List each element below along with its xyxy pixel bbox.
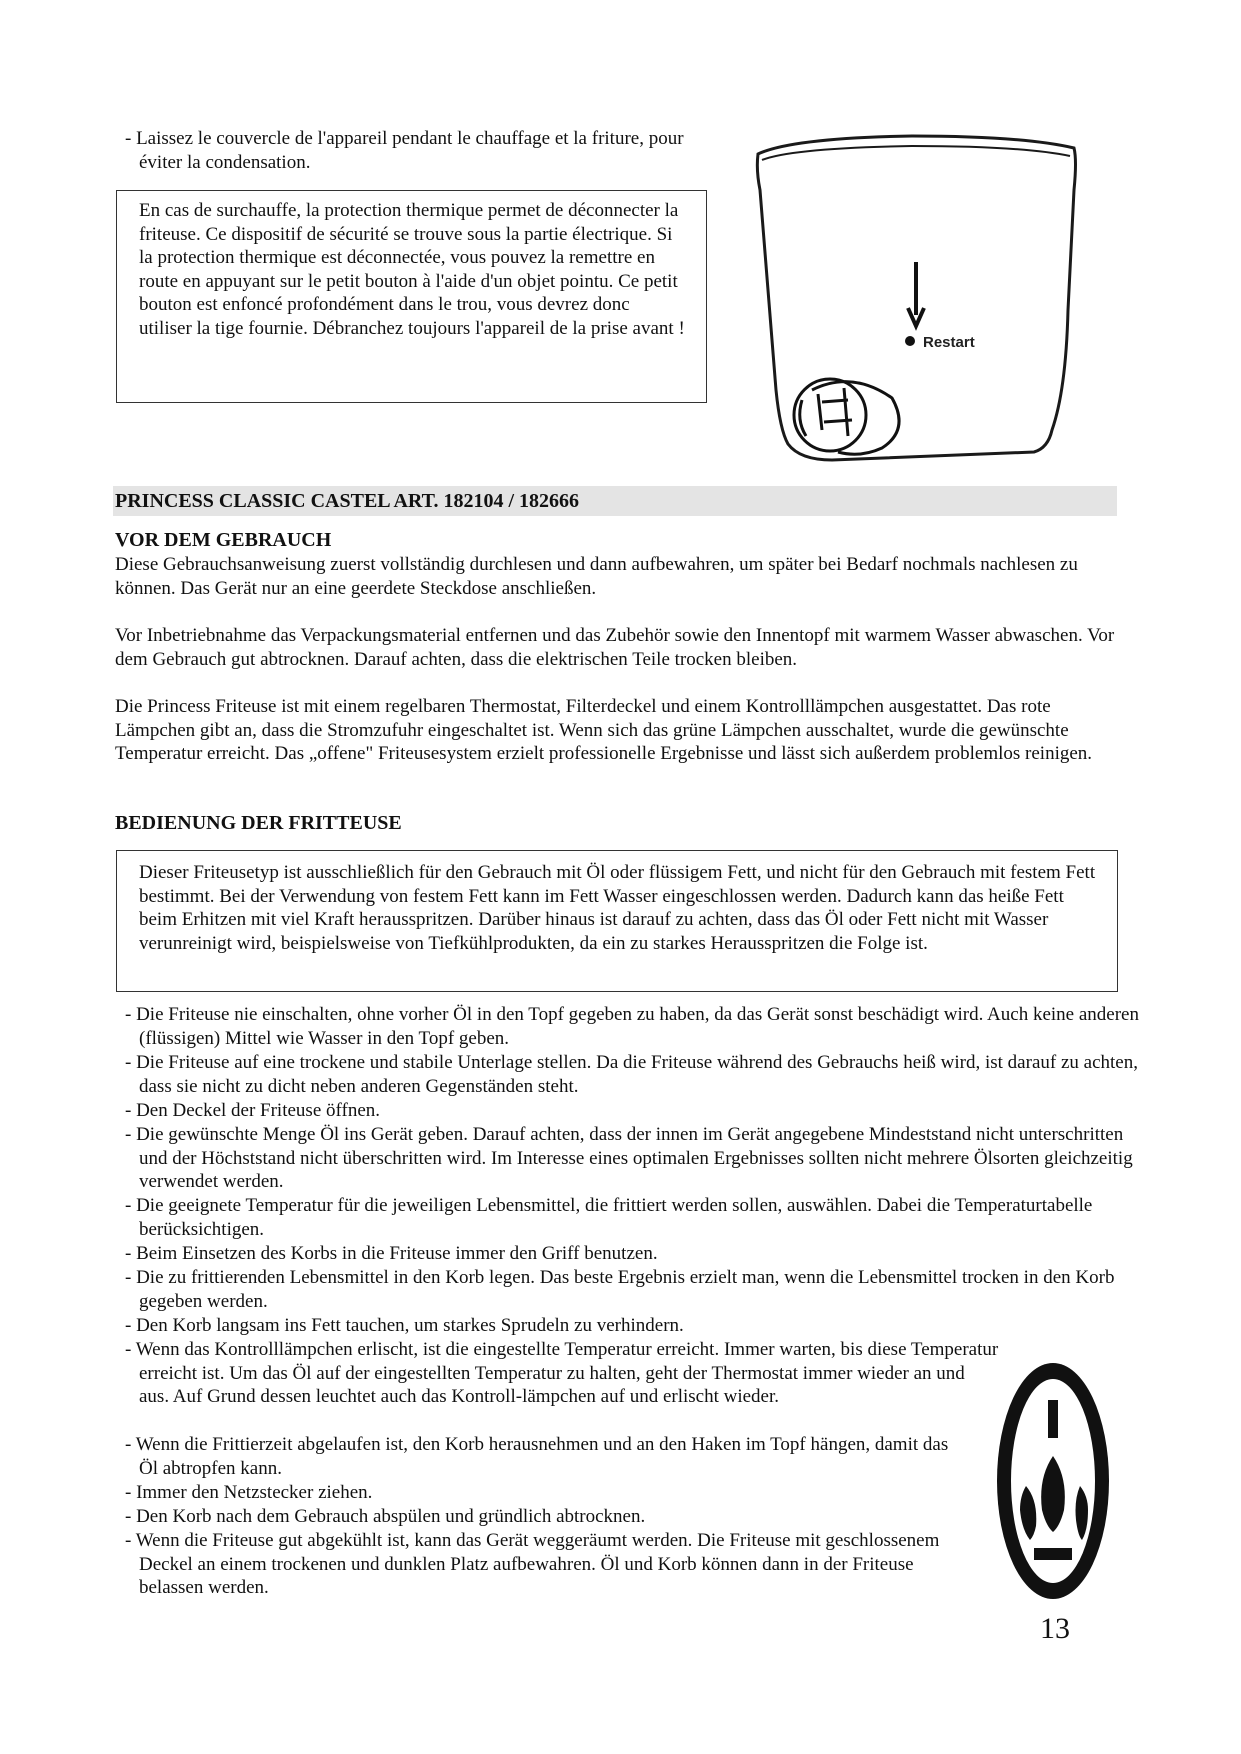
restart-label: Restart [923, 334, 975, 351]
list-item: - Den Korb langsam ins Fett tauchen, um starkes Sprudeln zu verhindern. [125, 1315, 684, 1336]
list-item: - Wenn die Friteuse gut abgekühlt ist, kann das Gerät weggeräumt werden. Die Friteuse mit geschlossenem Deckel an einem trockenen und dunklen Platz aufbewahren. Öl und Korb können dann in der Friteuse belassen werden. [125, 1530, 940, 1599]
fryer-restart-figure [752, 130, 1082, 475]
power-connector-icon [794, 379, 899, 454]
list-item: - Die Friteuse nie einschalten, ohne vorher Öl in den Topf gegeben zu haben, da das Gerät sonst beschädigt wird. Auch keine anderen (flüssigen) Mittel wie Wasser in den Topf geben. [125, 1004, 1139, 1049]
list-item: - Die gewünschte Menge Öl ins Gerät geben. Darauf achten, dass der innen im Gerät angegebene Mindeststand nicht unterschritten und der Höchststand nicht überschritten wird. Im Interesse eines optimalen Ergebnisses sollten nicht mehrere Ölsorten gleichzeitig verwendet werden. [125, 1124, 1133, 1193]
list-item: - Immer den Netzstecker ziehen. [125, 1482, 373, 1503]
list-item: - Den Deckel der Friteuse öffnen. [125, 1100, 380, 1121]
french-warning-box [116, 190, 707, 403]
list-item: - Die zu frittierenden Lebensmittel in den Korb legen. Das beste Ergebnis erzielt man, wenn die Lebensmittel trocken in den Korb gegeben werden. [125, 1267, 1115, 1312]
list-item: - Den Korb nach dem Gebrauch abspülen und gründlich abtrocknen. [125, 1506, 646, 1527]
paragraph-3: Die Princess Friteuse ist mit einem regelbaren Thermostat, Filterdeckel und einem Kontrolllämpchen ausgestattet. Das rote Lämpchen gibt an, dass die Stromzufuhr eingeschaltet ist. Wenn sich das grüne Lämpchen ausschaltet, wurde die gewünschte Temperatur erreicht. Das „offene" Friteusesystem erzielt professionelle Ergebnisse und lässt sich außerdem problemlos reinigen. [115, 696, 1093, 765]
list-item: - Wenn die Frittierzeit abgelaufen ist, den Korb herausnehmen und an den Haken im Topf hängen, damit das Öl abtropfen kann. [125, 1434, 949, 1479]
paragraph-1: Diese Gebrauchsanweisung zuerst vollständig durchlesen und dann aufbewahren, um später bei Bedarf nochmals nachlesen zu können. Das Gerät nur an eine geerdete Steckdose anschließen. [115, 554, 1078, 599]
paragraph-2: Vor Inbetriebnahme das Verpackungsmaterial entfernen und das Zubehör sowie den Innentopf mit warmem Wasser abwaschen. Vor dem Gebrauch gut abtrocknen. Darauf achten, dass die elektrischen Teile trocken bleiben. [115, 625, 1115, 670]
page-number: 13 [1040, 1612, 1070, 1645]
list-item: - Beim Einsetzen des Korbs in die Friteuse immer den Griff benutzen. [125, 1243, 658, 1264]
list-item: - Die Friteuse auf eine trockene und stabile Unterlage stellen. Da die Friteuse während des Gebrauchs heiß wird, ist darauf zu achten, dass sie nicht zu dicht neben anderen Gegenständen steht. [125, 1052, 1138, 1097]
arrow-down-icon [908, 262, 924, 326]
section-title: PRINCESS CLASSIC CASTEL ART. 182104 / 182666 [115, 490, 580, 512]
hot-oil-warning-icon [994, 1360, 1112, 1602]
heading-bedienung: BEDIENUNG DER FRITTEUSE [115, 812, 402, 834]
restart-dot-icon [905, 336, 915, 346]
french-warning-text: En cas de surchauffe, la protection thermique permet de déconnecter la friteuse. Ce dispositif de sécurité se trouve sous la partie électrique. Si la protection thermique est déconnectée, vous pouvez la remettre en route en appuyant sur le petit bouton à l'aide d'un objet pointu. Ce petit bouton est enfoncé profondément dans le trou, vous devrez donc utiliser la tige fournie. Débranchez toujours l'appareil de la prise avant ! [139, 200, 685, 339]
heading-vor-dem-gebrauch: VOR DEM GEBRAUCH [115, 529, 332, 551]
french-bullet: - Laissez le couvercle de l'appareil pendant le chauffage et la friture, pour éviter la condensation. [125, 128, 684, 173]
list-item: - Die geeignete Temperatur für die jeweiligen Lebensmittel, die frittiert werden sollen, auswählen. Dabei die Temperaturtabelle berücksichtigen. [125, 1195, 1093, 1240]
german-warning-box [116, 850, 1118, 992]
german-warning-text: Dieser Friteusetyp ist ausschließlich für den Gebrauch mit Öl oder flüssigem Fett, und nicht für den Gebrauch mit festem Fett bestimmt. Bei der Verwendung von festem Fett kann im Fett Wasser eingeschlossen werden. Dadurch kann das heiße Fett beim Erhitzen mit viel Kraft herausspritzen. Darüber hinaus ist darauf zu achten, dass das Öl oder Fett nicht mit Wasser verunreinigt wird, beispielsweise von Tiefkühlprodukten, da ein zu starkes Herausspritzen die Folge ist. [139, 862, 1096, 954]
list-item: - Wenn das Kontrolllämpchen erlischt, ist die eingestellte Temperatur erreicht. Immer warten, bis diese Temperatur erreicht ist. Um das Öl auf der eingestellten Temperatur zu halten, geht der Thermostat immer wieder an und aus. Auf Grund dessen leuchtet auch das Kontroll-lämpchen auf und erlischt wieder. [125, 1339, 999, 1408]
